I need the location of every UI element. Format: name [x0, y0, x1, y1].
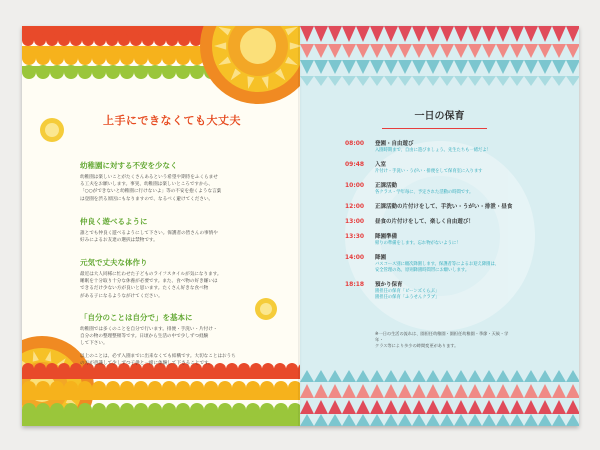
schedule-note: 園担任の保育「ピーンズくらぶ」 園担任の保育「ふうせんクラブ」 [375, 289, 440, 300]
section-play-together [80, 216, 250, 244]
section-heading: 「自分のことは自分で」を基本に [80, 313, 193, 322]
page-fold-shadow [298, 26, 302, 426]
schedule-row [345, 233, 535, 247]
title-underline [382, 128, 487, 129]
schedule-event: 昼食の片付けをして、楽しく自由遊び！ [375, 219, 474, 225]
body-line: 好みによるお友達の選択は禁物です。 [80, 238, 158, 244]
body-line: がある子になるようながけてください。 [80, 293, 163, 299]
schedule-footnote [375, 331, 515, 350]
schedule-note: 各クラス・学年毎に、予定された活動の時間です。 [375, 190, 474, 195]
schedule-time: 13:30 [345, 233, 365, 240]
section-healthy-body [80, 257, 250, 300]
schedule-time: 12:00 [345, 203, 365, 210]
schedule-row [345, 140, 535, 154]
schedule-note: 片付け・手洗い・うがい・排便をして保育室に入ります [375, 169, 483, 174]
schedule-row [345, 218, 535, 226]
schedule-time: 18:18 [345, 281, 365, 288]
bottom-scallop-border [22, 363, 300, 426]
schedule-row [345, 254, 535, 274]
schedule-event: 登園・自由遊び [375, 141, 414, 147]
schedule-note: 帰りの準備をします。忘れ物がないように！ [375, 241, 461, 246]
body-line: 自分の物の整理整頓等です。日頃から生活の中で少しずつ経験 [80, 334, 209, 340]
section-body [80, 326, 250, 348]
right-page-title: 一日の保育 [414, 111, 465, 122]
section-anxiety [80, 160, 250, 203]
section-body [80, 174, 250, 203]
schedule-event: 預かり保育 [375, 282, 403, 288]
schedule-row [345, 203, 535, 211]
body-line: 以上のことは、必ず入園までに出来なくても結構です。大切なことはおうち [80, 354, 236, 359]
body-line: 最近は大人同様に忙わせた子どものライフスタイルが気になります。 [80, 272, 222, 277]
schedule-event: 降園準備 [375, 234, 398, 240]
left-page-title: 上手にできなくても大丈夫 [103, 114, 241, 127]
body-line: できるだけ少ない方が良いと思います。たくさん好きな食べ物 [80, 286, 209, 292]
schedule-note: 入園時期まで、自由に遊びましょう。先生たちも一緒だよ！ [375, 148, 491, 153]
closing-note [80, 353, 250, 367]
triangle-bunting-bottom [300, 370, 579, 426]
body-line: 睡眠を十分取り十分な休養が必要です。また、食べ物の好き嫌いは [80, 279, 218, 285]
section-self-reliance [80, 312, 250, 348]
section-heading: 仲良く遊べるように [80, 217, 148, 226]
left-page [22, 26, 300, 426]
schedule-list [345, 140, 535, 308]
section-heading: 幼稚園に対する不安を少なく [80, 161, 178, 170]
section-body [80, 271, 250, 300]
section-body [80, 230, 250, 244]
footnote-line: ※一日の生活の流れは、園担任幼稚園・園担任幼稚園・季節・天候・学年・ [375, 331, 509, 343]
schedule-time: 14:00 [345, 254, 365, 261]
schedule-row [345, 281, 535, 301]
schedule-time: 09:48 [345, 161, 365, 168]
schedule-time: 13:00 [345, 218, 365, 225]
schedule-time: 08:00 [345, 140, 365, 147]
schedule-time: 10:00 [345, 182, 365, 189]
schedule-event: 正課活動の片付けをして、手洗い・うがい・排泄・昼食 [375, 204, 513, 210]
body-line: 誰とでも仲良く遊べるようにして下さい。保護者の皆さんの事情や [80, 231, 218, 236]
body-line: して下さい。 [80, 341, 108, 347]
body-line: 「○○ができないと幼稚園に行けないよ」等の不安を抱くような言葉 [80, 189, 222, 195]
schedule-row [345, 161, 535, 175]
schedule-event: 入室 [375, 162, 387, 168]
schedule-note: バスコース別に順次降園します。保護者等によるお迎え降園は、 安全管理の為、原則降園時間帯にお願いします。 [375, 262, 500, 273]
sun-illustration-top [200, 26, 300, 104]
schedule-event: 降園 [375, 255, 387, 261]
body-line: は登園を渋る原因にもなりますので、なるべく避けてください。 [80, 196, 214, 202]
body-line: 幼稚園は楽しいことがたくさんあるという希望や期待をふくらませ [80, 175, 218, 180]
body-line: 幼稚園では多くのことを自分で行います。排便・手洗い・片付け・ [80, 327, 218, 332]
section-heading: 元気で丈夫な体作り [80, 258, 148, 267]
triangle-bunting-top [300, 26, 579, 86]
schedule-row [345, 182, 535, 196]
body-line: の方が意識して少しずつ子供と一緒に体験して下さることです。 [80, 361, 213, 367]
body-line: る工夫をお願いします。事実、幼稚園は楽しいところですから、 [80, 182, 213, 188]
schedule-event: 正課活動 [375, 183, 398, 189]
footnote-line: クラス等により多少の時間変更があります。 [375, 343, 459, 349]
